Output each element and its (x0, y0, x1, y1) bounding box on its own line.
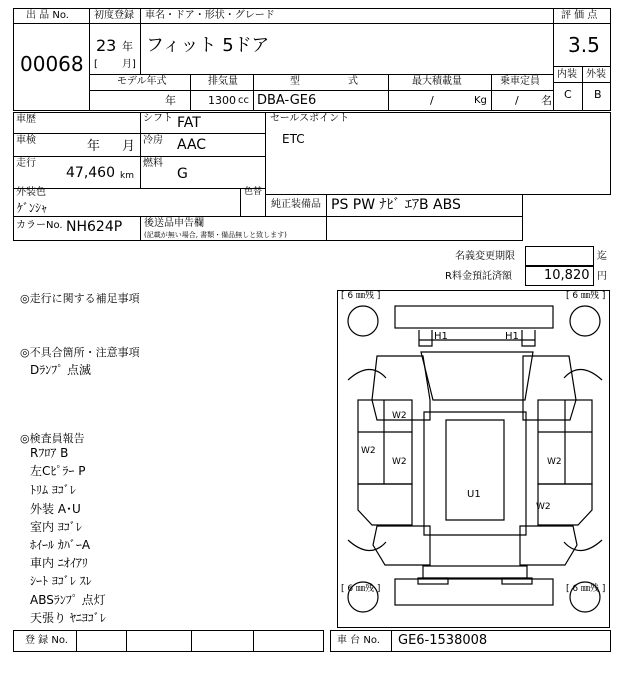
driving-notes-title: ◎走行に関する補足事項 (20, 292, 140, 305)
history-label: 車歴 (16, 114, 36, 125)
color-change-label: 色替 (244, 187, 263, 197)
inspector-item: ｼｰﾄ ﾖｺﾞﾚ ｽﾚ (30, 574, 92, 588)
fuel-label: 燃料 (143, 158, 163, 169)
inspector-item: 室内 ﾖｺﾞﾚ (30, 520, 82, 534)
exterior-label: 外装 (586, 69, 606, 80)
first-reg-label: 初度登録 (94, 10, 134, 21)
capacity-unit: 名 (541, 94, 552, 107)
displacement-label: 排気量 (208, 76, 238, 87)
type-value: DBA-GE6 (257, 93, 317, 108)
score-label: 評 価 点 (561, 10, 598, 21)
type-label-1: 型 (290, 76, 300, 87)
reg-no-label: 登 録 No. (25, 635, 68, 646)
damage-mark: W2 (547, 457, 562, 467)
capacity-slash: / (515, 94, 519, 107)
defects-title: ◎不具合箇所・注意事項 (20, 346, 140, 359)
displacement-unit: cc (238, 95, 249, 106)
exterior-color-value: ｹﾞﾝｼｬ (17, 201, 48, 215)
lot-no-label: 出 品 No. (26, 10, 69, 21)
inspector-item: ﾎｲｰﾙ ｶﾊﾞｰA (30, 538, 91, 552)
inspector-item: ABSﾗﾝﾌﾟ 点灯 (30, 593, 106, 607)
options-value: PS PW ﾅﾋﾞ ｴｱB ABS (331, 197, 461, 213)
color-no-value: NH624P (66, 219, 123, 235)
reg-year-unit: 年 (122, 40, 133, 53)
max-load-label: 最大積載量 (412, 76, 462, 87)
reg-month-open: [ (94, 59, 98, 70)
inspector-item: Rﾌﾛｱ B (30, 446, 69, 460)
capacity-label: 乗車定員 (500, 76, 540, 87)
tire-depth-bl: [ 6 ㎜残 ] (341, 584, 381, 594)
declaration-label: 後送品申告欄 (144, 218, 204, 229)
mileage-value: 47,460 (66, 165, 115, 181)
exterior-color-label: 外装色 (16, 187, 46, 198)
sales-point-value: ETC (282, 132, 305, 146)
inspection-month-unit: 月 (122, 139, 136, 154)
car-name: フィット 5ドア (146, 35, 270, 56)
max-load-slash: / (430, 94, 434, 107)
tire-depth-tl: [ 6 ㎜残 ] (341, 291, 381, 301)
damage-mark: W2 (536, 502, 551, 512)
inspection-year-unit: 年 (87, 139, 101, 154)
sales-point-label: セールスポイント (270, 113, 350, 124)
damage-mark: W2 (392, 411, 407, 421)
tire-depth-br: [ 6 ㎜残 ] (566, 584, 606, 594)
name-change-label: 名義変更期限 (455, 251, 515, 262)
defect-item: Dﾗﾝﾌﾟ 点滅 (30, 363, 92, 377)
damage-mark: W2 (361, 446, 376, 456)
damage-mark: H1 (434, 331, 448, 342)
chassis-no: GE6-1538008 (398, 633, 488, 648)
reg-year: 23 (96, 36, 117, 55)
damage-mark: H1 (505, 331, 519, 342)
fuel-value: G (177, 166, 188, 182)
mileage-unit: km (120, 171, 134, 181)
declaration-note: (記載が無い場合, 書類・備品無しと致します) (144, 231, 287, 239)
mileage-label: 走行 (16, 158, 36, 169)
color-no-label: カラーNo. (16, 220, 63, 231)
options-label: 純正装備品 (271, 199, 321, 210)
model-year-label: モデル年式 (117, 76, 167, 87)
damage-mark: W2 (392, 457, 407, 467)
name-change-unit: 迄 (597, 251, 607, 262)
reg-month-unit: 月] (122, 59, 136, 70)
score-value: 3.5 (568, 33, 600, 57)
shift-value: FAT (177, 115, 201, 131)
ac-value: AAC (177, 137, 207, 153)
recycle-label: R料金預託済額 (445, 271, 512, 282)
inspection-label: 車検 (16, 135, 36, 146)
recycle-amount: 10,820 (544, 268, 590, 283)
shift-label: シフト (143, 113, 173, 124)
inspector-item: 左Cﾋﾟﾗｰ P (30, 464, 86, 478)
interior-label: 内装 (557, 69, 577, 80)
lot-no: 00068 (20, 52, 84, 76)
inspector-title: ◎検査員報告 (20, 432, 85, 445)
interior-grade: C (564, 88, 572, 101)
ac-label: 冷房 (143, 135, 163, 146)
inspector-item: 車内 ﾆｵｲｱﾘ (30, 556, 88, 570)
type-label-2: 式 (348, 76, 358, 87)
max-load-unit: Kg (474, 95, 487, 106)
inspector-item: ﾄﾘﾑ ﾖｺﾞﾚ (30, 483, 76, 497)
tire-depth-tr: [ 6 ㎜残 ] (566, 291, 606, 301)
chassis-label: 車 台 No. (337, 635, 380, 646)
car-name-label: 車名・ドア・形状・グレード (145, 10, 275, 21)
model-year-unit: 年 (165, 94, 176, 107)
recycle-unit: 円 (597, 271, 607, 282)
exterior-grade: B (594, 88, 602, 101)
damage-mark: U1 (467, 489, 481, 500)
inspector-item: 天張り ﾔﾆﾖｺﾞﾚ (30, 611, 106, 625)
displacement-value: 1300 (208, 94, 236, 107)
inspector-item: 外装 A･U (30, 502, 81, 516)
